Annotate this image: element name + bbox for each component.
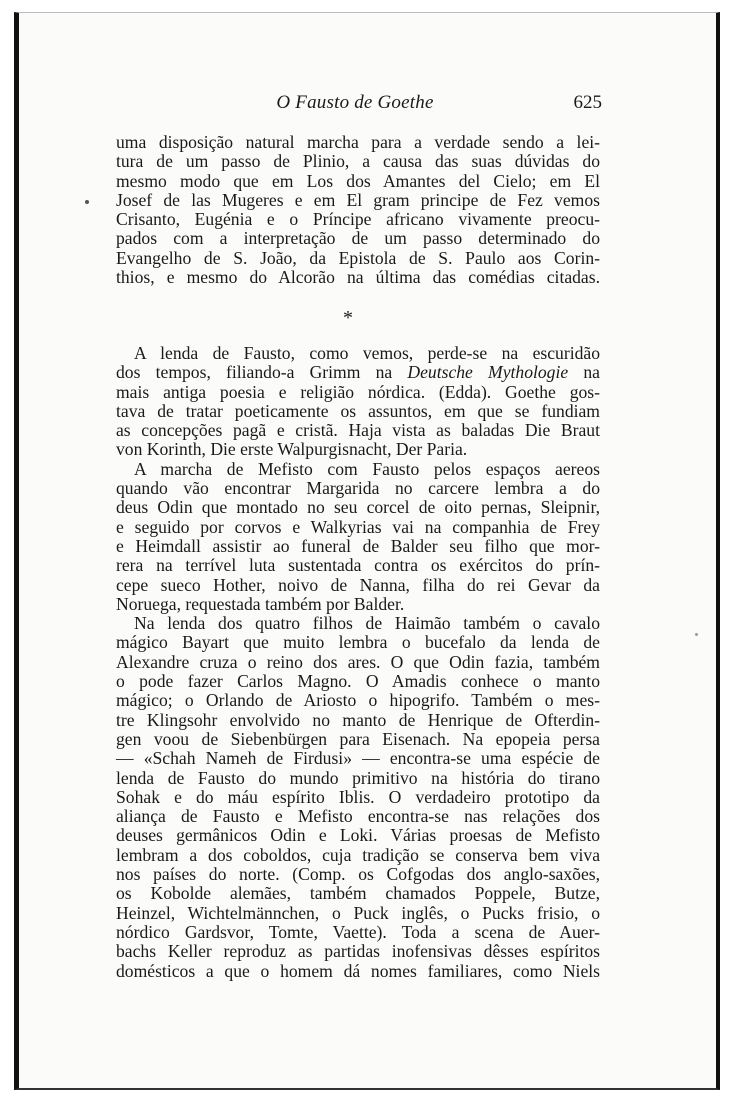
text-line: uma disposição natural marcha para a verdade sendo a lei- <box>116 132 600 152</box>
text-line: os Kobolde alemães, também chamados Poppele, Butze, <box>116 883 600 904</box>
book-title: Deutsche Mythologie <box>407 362 569 383</box>
text-line: mágico Bayart que muito lembra o bucefalo da lenda de <box>116 632 600 653</box>
paragraph-1 <box>116 133 600 287</box>
text-line: nos países do norte. (Comp. os Cofgodas dos anglo-saxões, <box>116 864 600 885</box>
margin-speck <box>695 633 698 636</box>
text-line: mesmo modo que em Los dos Amantes del Cielo; em El <box>116 170 600 191</box>
text-line: bachs Keller reproduz as partidas inofensivas dêsses espíritos <box>116 941 600 962</box>
text-line: deus Odin que montado no seu corcel de oito pernas, Sleipnir, <box>116 497 600 518</box>
text-line: tava de tratar poeticamente os assuntos, em que se fundiam <box>116 400 600 421</box>
text-line: A lenda de Fausto, como vemos, perde-se na escuridão <box>134 343 600 363</box>
body-text <box>116 344 600 981</box>
text-line: Sohak e do máu espírito Iblis. O verdadeiro prototipo da <box>116 786 600 807</box>
text-line: lembram a dos coboldos, cuja tradição se conserva bem viva <box>116 844 600 865</box>
text-line: Josef de las Mugeres e em El gram principe de Fez vemos <box>116 189 600 210</box>
text-line: e Heimdall assistir ao funeral de Balder seu filho que mor- <box>116 535 600 556</box>
text-line: A marcha de Mefisto com Fausto pelos espaços aereos <box>134 458 600 479</box>
text-line: tre Klingsohr envolvido no manto de Henrique de Ofterdin- <box>116 709 600 730</box>
text-line: cepe sueco Hother, noivo de Nanna, filha do rei Gevar da <box>116 574 600 595</box>
text-line: deuses germânicos Odin e Loki. Várias proesas de Mefisto <box>116 825 600 846</box>
text-line: Crisanto, Eugénia e o Príncipe africano vivamente preocu- <box>116 209 600 230</box>
text-span: dos tempos, filiando-a Grimm na <box>116 362 408 383</box>
text-line: — «Schah Nameh de Firdusi» — encontra-se uma espécie de <box>116 748 600 769</box>
page-header <box>110 92 600 118</box>
text-line: nórdico Gardsvor, Tomte, Vaette). Toda a scena de Auer- <box>116 921 600 942</box>
text-line: tura de um passo de Plinio, a causa das suas dúvidas do <box>116 151 600 172</box>
margin-speck <box>85 200 89 204</box>
text-line: thios, e mesmo do Alcorão na última das comédias citadas. <box>116 267 600 288</box>
text-line: von Korinth, Die erste Walpurgisnacht, Der Paria. <box>116 439 468 460</box>
running-title: O Fausto de Goethe <box>276 92 434 113</box>
section-separator <box>116 309 600 328</box>
text-line: e seguido por corvos e Walkyrias vai na companhia de Frey <box>116 516 600 537</box>
text-line: quando vão encontrar Margarida no carcere lembra a do <box>116 478 600 499</box>
text-line: pados com a interpretação de um passo determinado do <box>116 228 600 249</box>
text-line: aliança de Fausto e Mefisto encontra-se nas relações dos <box>116 806 600 827</box>
text-line: Na lenda dos quatro filhos de Haimão também o cavalo <box>134 613 600 634</box>
text-span: na <box>568 362 600 383</box>
text-line: Alexandre cruza o reino dos ares. O que Odin fazia, também <box>116 651 600 672</box>
text-line: o pode fazer Carlos Magno. O Amadis conhece o manto <box>116 671 600 692</box>
text-line: mais antiga poesia e religião nórdica. (Edda). Goethe gos- <box>116 381 600 402</box>
text-line: Heinzel, Wichtelmännchen, o Puck inglês, o Pucks frisio, o <box>116 902 600 923</box>
text-line: lenda de Fausto do mundo primitivo na história do tirano <box>116 767 600 788</box>
text-line: gen voou de Siebenbürgen para Eisenach. Na epopeia persa <box>116 728 600 749</box>
asterisk-glyph: * <box>343 307 353 329</box>
text-line: mágico; o Orlando de Ariosto o hipogrifo. Também o mes- <box>116 690 600 711</box>
text-line: rera na terrível luta sustentada contra os exércitos do prín- <box>116 555 600 576</box>
text-line: as concepções pagã e cristã. Haja vista as baladas Die Braut <box>116 420 600 441</box>
page-number: 625 <box>573 92 602 113</box>
text-line: domésticos a que o homem dá nomes familiares, como Niels <box>116 960 600 981</box>
text-line: Noruega, requestada também por Balder. <box>116 593 405 614</box>
text-line <box>116 363 600 382</box>
text-line: Evangelho de S. João, da Epistola de S. Paulo aos Corin- <box>116 247 600 268</box>
